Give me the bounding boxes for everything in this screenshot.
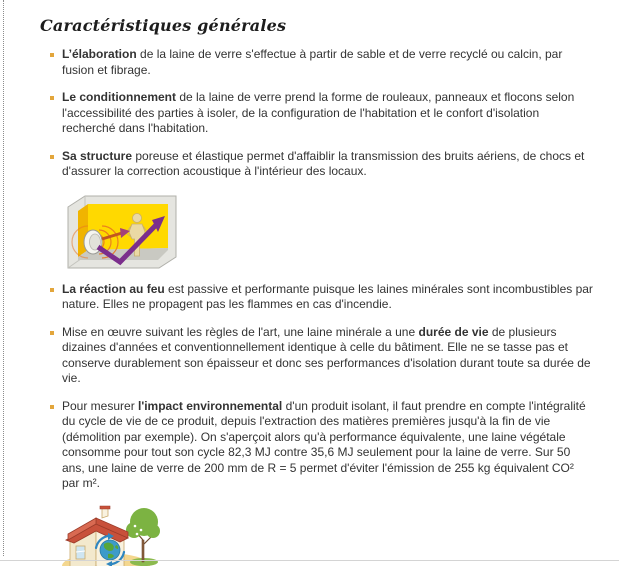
left-dotted-border [3, 0, 4, 556]
bullet-square-icon [50, 288, 54, 292]
list-item-text: poreuse et élastique permet d'affaiblir la transmission des bruits aériens, de chocs et d'assurer la correction acoustique à l'intérieur des locaux. [62, 148, 585, 178]
list-item-text: de plusieurs dizaines d'années et conventionnellement identique à celle du bâtiment. Elle ne se tasse pas et conserve durablement son épaisseur et donc ses performances d'isolation durant toute sa durée de vie. [62, 324, 591, 385]
list-item [49, 282, 594, 313]
bullet-square-icon [50, 53, 54, 57]
bullet-square-icon [50, 331, 54, 335]
list-item-text: d'un produit isolant, il faut prendre en compte l'intégralité du cycle de vie de ce produit, depuis l'extraction des matières premières jusqu'à la fin de vie (démolition par exemple). On s'aperçoit alors qu'à performance équivalente, une laine végétale consomme pour tout son cycle 82,3 MJ contre 35,6 MJ seulement pour la laine de verre. Sur 50 ans, une laine de verre de 200 mm de R = 5 permet d'éviter l'émission de 255 kg équivalent CO² par m². [62, 398, 586, 490]
list-item-bold: l'impact environnemental [138, 398, 283, 413]
list-item-bold: durée de vie [418, 324, 489, 339]
eco-house-illustration [58, 504, 162, 566]
house-icon [66, 506, 128, 566]
list-item-lead: Sa structure [62, 148, 133, 163]
list-item [49, 90, 594, 137]
list-item-text: Mise en œuvre suivant les règles de l'art, une laine minérale a une [62, 324, 419, 339]
list-item-lead: L’élaboration [62, 47, 137, 61]
bullet-square-icon [50, 96, 54, 100]
list-item-text: est passive et performante puisque les laines minérales sont incombustibles par nature. Elles ne propagent pas les flammes en cas d'incendie. [62, 281, 593, 311]
list-item [49, 325, 594, 387]
list-item-lead: Le conditionnement [62, 90, 176, 104]
acoustic-sound-transmission-illustration [62, 192, 182, 272]
page-title: Caractéristiques générales [40, 16, 287, 35]
list-item [49, 149, 594, 180]
list-item [49, 399, 594, 492]
list-item-text: de la laine de verre prend la forme de rouleaux, panneaux et flocons selon l'accessibilité des parties à isoler, de la configuration de l'habitation et le confort d'isolation recherché dans l'habitation. [62, 90, 575, 135]
bullet-square-icon [50, 405, 54, 409]
list-item [49, 47, 594, 78]
bullet-list [49, 47, 594, 566]
list-item-text: de la laine de verre s'effectue à partir de sable et de verre recyclé ou calcin, par fusion et fibrage. [62, 47, 563, 77]
bottom-divider [0, 560, 619, 561]
list-item-text: Pour mesurer [62, 398, 139, 413]
bullet-square-icon [50, 155, 54, 159]
list-item-lead: La réaction au feu [62, 281, 165, 296]
